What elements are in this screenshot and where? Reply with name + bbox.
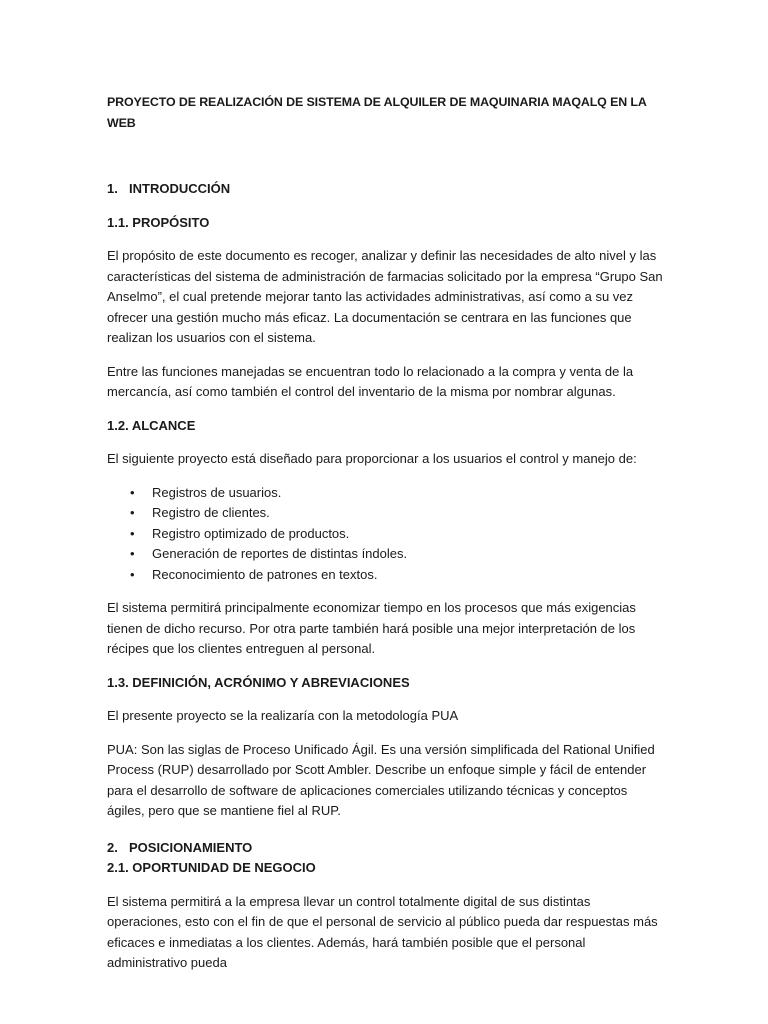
list-item-text: Generación de reportes de distintas índoles. [152,546,408,561]
section-1-title: INTRODUCCIÓN [129,181,231,196]
section-1-3-paragraph-1: El presente proyecto se la realizaría con la metodología PUA [107,708,459,723]
bullet-icon: • [130,484,135,500]
list-item-text: Registro de clientes. [152,505,270,520]
section-2-title: POSICIONAMIENTO [129,839,253,855]
section-2-number: 2. [107,839,118,855]
section-1-3-heading: 1.3. DEFINICIÓN, ACRÓNIMO Y ABREVIACIONES [107,674,410,690]
section-1-3-paragraph-2: PUA: Son las siglas de Proceso Unificado Ágil. Es una versión simplificada del Rational Unified Process (RUP) desarrollado por Scott Ambler. Describe un enfoque simple y fácil de entender para el desarrollo de software de aplicaciones comerciales utilizando técnicas y conceptos ágiles, pero que se mantiene fiel al RUP. [107,741,655,818]
section-1-heading [107,179,667,200]
list-item-text: Registros de usuarios. [152,484,282,500]
list-item [107,524,667,545]
bullet-icon: • [130,566,135,582]
section-2-heading [107,838,667,859]
section-1-number: 1. [107,181,118,196]
list-item [107,483,667,504]
section-1-2-heading: 1.2. ALCANCE [107,417,196,433]
section-2-1-paragraph-1: El sistema permitirá a la empresa llevar un control totalmente digital de sus distintas operaciones, esto con el fin de que el personal de servicio al público pueda dar respuestas más eficaces e inmediatas a los clientes. Además, hará también posible que el personal administrativo pueda [107,893,658,970]
section-2-1-heading: 2.1. OPORTUNIDAD DE NEGOCIO [107,860,316,875]
bullet-icon: • [130,505,135,520]
list-item-text: Registro optimizado de productos. [152,525,350,541]
section-1-1-paragraph-1: El propósito de este documento es recoger, analizar y definir las necesidades de alto nivel y las características del sistema de administración de farmacias solicitado por la empresa “Grupo San Anselmo”, el cual pretende mejorar tanto las actividades administrativas, así como a su vez ofrecer una gestión mucho más eficaz. La documentación se centrara en las funciones que realizan los usuarios con el sistema. [107,248,663,345]
section-1-2-intro: El siguiente proyecto está diseñado para proporcionar a los usuarios el control y manejo de: [107,451,637,466]
list-item [107,503,667,524]
section-1-2-paragraph-1: El sistema permitirá principalmente economizar tiempo en los procesos que más exigencias tienen de dicho recurso. Por otra parte también hará posible una mejor interpretación de los récipes que los clientes entreguen al personal. [107,600,636,656]
list-item [107,544,667,565]
section-1-1-heading: 1.1. PROPÓSITO [107,214,210,230]
document-title: PROYECTO DE REALIZACIÓN DE SISTEMA DE ALQUILER DE MAQUINARIA MAQALQ EN LA WEB [107,95,647,130]
list-item-text: Reconocimiento de patrones en textos. [152,566,378,582]
list-item [107,565,667,586]
bullet-icon: • [130,525,135,541]
bullet-icon: • [130,546,135,561]
document-content [107,92,667,987]
scope-list [107,483,667,586]
section-1-1-paragraph-2: Entre las funciones manejadas se encuentran todo lo relacionado a la compra y venta de la mercancía, así como también el control del inventario de la misma por nombrar algunas. [107,363,634,399]
